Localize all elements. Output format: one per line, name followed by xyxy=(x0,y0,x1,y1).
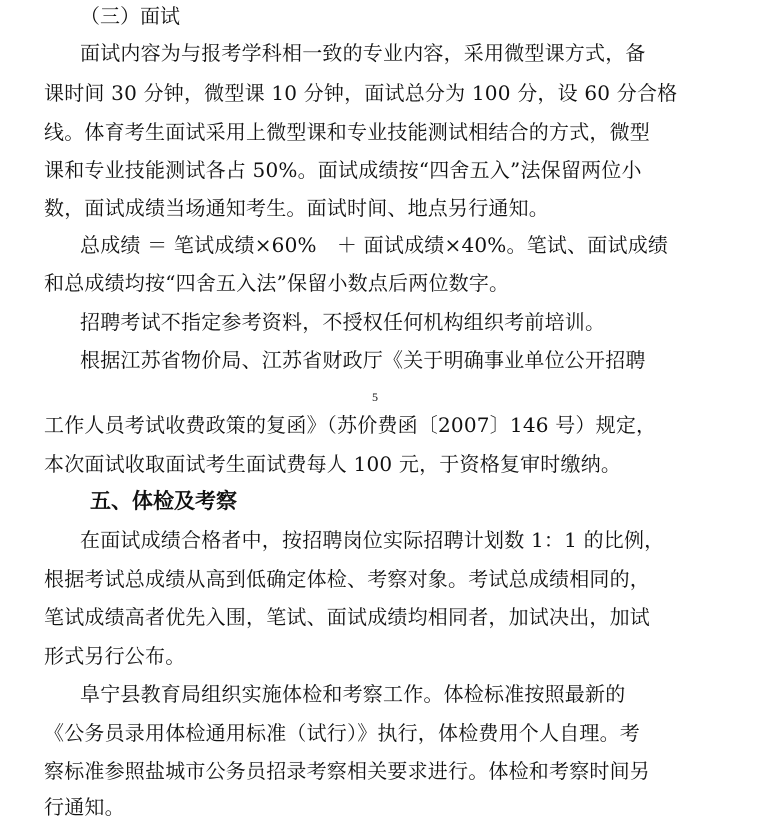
section-heading-physical-exam: 五、体检及考察 xyxy=(90,489,237,513)
text-line: 在面试成绩合格者中，按招聘岗位实际招聘计划数 1：1 的比例， xyxy=(80,528,665,552)
text-line: 线。体育考生面试采用上微型课和专业技能测试相结合的方式，微型 xyxy=(44,120,650,144)
text-line: 和总成绩均按“四舍五入法”保留小数点后两位数字。 xyxy=(44,271,510,295)
text-line: 笔试成绩高者优先入围，笔试、面试成绩均相同者，加试决出，加试 xyxy=(44,605,650,629)
text-line: 本次面试收取面试考生面试费每人 100 元，于资格复审时缴纳。 xyxy=(44,452,622,476)
text-line: 总成绩 ＝ 笔试成绩×60% ＋ 面试成绩×40%。笔试、面试成绩 xyxy=(80,233,669,257)
text-line: 根据考试总成绩从高到低确定体检、考察对象。考试总成绩相同的， xyxy=(44,567,650,591)
text-line: 课时间 30 分钟，微型课 10 分钟，面试总分为 100 分，设 60 分合格 xyxy=(44,81,678,105)
text-line: 招聘考试不指定参考资料，不授权任何机构组织考前培训。 xyxy=(80,310,606,334)
text-line: 阜宁县教育局组织实施体检和考察工作。体检标准按照最新的 xyxy=(80,682,626,706)
text-line: 行通知。 xyxy=(44,795,125,819)
text-line: 根据江苏省物价局、江苏省财政厅《关于明确事业单位公开招聘 xyxy=(80,348,646,372)
text-line: 课和专业技能测试各占 50%。面试成绩按“四舍五入”法保留两位小 xyxy=(44,158,642,182)
text-line: 形式另行公布。 xyxy=(44,644,186,668)
text-line: 《公务员录用体检通用标准（试行）》执行，体检费用个人自理。考 xyxy=(44,721,640,745)
text-line: 数，面试成绩当场通知考生。面试时间、地点另行通知。 xyxy=(44,196,549,220)
text-line: 察标准参照盐城市公务员招录考察相关要求进行。体检和考察时间另 xyxy=(44,759,650,783)
page-number: 5 xyxy=(372,390,378,404)
text-line: 面试内容为与报考学科相一致的专业内容，采用微型课方式，备 xyxy=(80,41,646,65)
section-heading-interview: （三）面试 xyxy=(80,4,180,28)
text-line: 工作人员考试收费政策的复函》（苏价费函〔2007〕146 号）规定， xyxy=(44,413,657,437)
